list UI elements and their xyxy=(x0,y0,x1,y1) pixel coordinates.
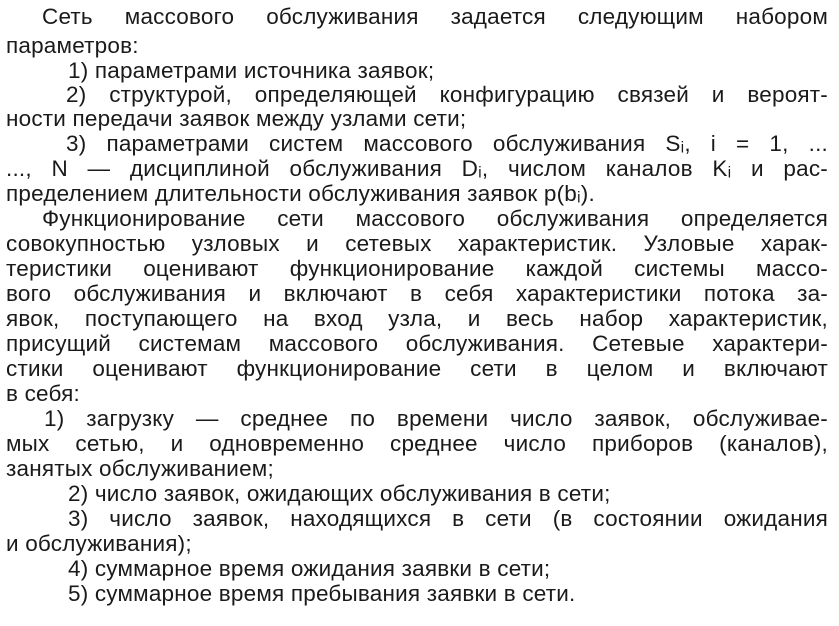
text-line: ности передачи заявок между узлами сети; xyxy=(6,106,467,131)
text-line: мых сетью, и одновременно среднее число приборов (каналов), xyxy=(6,431,828,456)
text-line: Функционирование сети массового обслуживания определяется xyxy=(42,206,828,231)
text-line: ..., N — дисциплиной обслуживания Dᵢ, числом каналов Kᵢ и рас- xyxy=(6,156,828,181)
text-line: явок, поступающего на вход узла, и весь набор характеристик, xyxy=(6,306,828,331)
text-line: занятых обслуживанием; xyxy=(6,456,274,481)
text-line: пределением длительности обслуживания заявок p(bᵢ). xyxy=(6,181,595,206)
list-item: 2) структурой, определяющей конфигурацию связей и вероят- xyxy=(66,82,828,107)
list-item: 2) число заявок, ожидающих обслуживания в сети; xyxy=(68,481,611,506)
text-line: в себя: xyxy=(6,381,80,406)
text-line: вого обслуживания и включают в себя характеристики потока за- xyxy=(6,281,828,306)
text-line: параметров: xyxy=(6,33,139,58)
list-item: 3) параметрами систем массового обслуживания Sᵢ, i = 1, ... xyxy=(66,131,828,156)
list-item: 1) загрузку — среднее по времени число заявок, обслуживае- xyxy=(44,406,828,431)
text-line: совокупностью узловых и сетевых характеристик. Узловые харак- xyxy=(6,231,828,256)
list-item: 1) параметрами источника заявок; xyxy=(68,58,435,83)
text-line: присущий системам массового обслуживания. Сетевые характери- xyxy=(6,331,828,356)
list-item: 5) суммарное время пребывания заявки в сети. xyxy=(68,581,576,606)
list-item: 3) число заявок, находящихся в сети (в состоянии ожидания xyxy=(68,506,828,531)
text-line: стики оценивают функционирование сети в целом и включают xyxy=(6,356,828,381)
text-line: теристики оценивают функционирование каждой системы массо- xyxy=(6,256,828,281)
text-line: Сеть массового обслуживания задается следующим набором xyxy=(42,4,828,29)
list-item: 4) суммарное время ожидания заявки в сети; xyxy=(68,556,551,581)
text-line: и обслуживания); xyxy=(6,531,192,556)
